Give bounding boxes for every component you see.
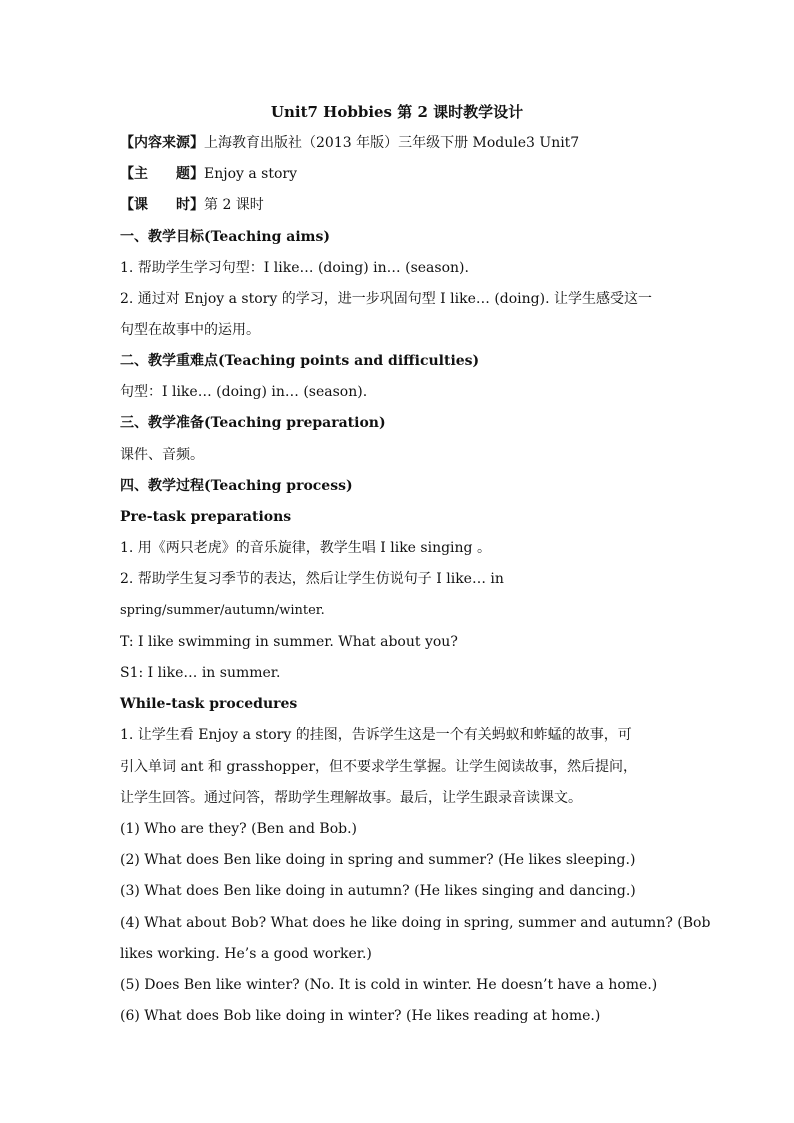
- period-line: [120, 195, 264, 215]
- question-2: (2) What does Ben like doing in spring and summer? (He likes sleeping.): [120, 852, 636, 868]
- pre-task-heading: Pre-task preparations: [120, 509, 292, 525]
- pre-task-item-2-line-1: 2. 帮助学生复习季节的表达，然后让学生仿说句子 I like… in: [120, 571, 504, 587]
- preparation-text: 课件、音频。: [120, 447, 204, 463]
- pre-task-teacher-line: T: I like swimming in summer. What about you?: [120, 634, 458, 650]
- question-6: (6) What does Bob like doing in winter? (He likes reading at home.): [120, 1008, 601, 1024]
- preparation-heading: 三、教学准备(Teaching preparation): [120, 415, 386, 431]
- aims-item-1: 1. 帮助学生学习句型：I like… (doing) in… (season).: [120, 260, 469, 276]
- aims-item-2-line-2: 句型在故事中的运用。: [120, 322, 260, 338]
- period-label: 【课 时】: [120, 197, 204, 213]
- topic-line: [120, 164, 297, 184]
- aims-item-2-line-1: 2. 通过对 Enjoy a story 的学习，进一步巩固句型 I like… (doing). 让学生感受这一: [120, 291, 652, 307]
- pre-task-student-line: S1: I like… in summer.: [120, 665, 281, 681]
- points-heading: 二、教学重难点(Teaching points and difficulties): [120, 353, 480, 369]
- question-4-line-2: likes working. He’s a good worker.): [120, 946, 372, 962]
- question-5: (5) Does Ben like winter? (No. It is cold in winter. He doesn’t have a home.): [120, 977, 658, 993]
- question-4-line-1: (4) What about Bob? What does he like doing in spring, summer and autumn? (Bob: [120, 915, 711, 931]
- while-task-heading: While-task procedures: [120, 696, 298, 712]
- source-value: 上海教育出版社（2013 年版）三年级下册 Module3 Unit7: [204, 135, 580, 151]
- document-title: Unit7 Hobbies 第 2 课时教学设计: [270, 103, 524, 121]
- while-task-item-1-line-3: 让学生回答。通过问答，帮助学生理解故事。最后，让学生跟录音读课文。: [120, 790, 582, 806]
- question-3: (3) What does Ben like doing in autumn? (He likes singing and dancing.): [120, 883, 636, 899]
- pre-task-item-1: 1. 用《两只老虎》的音乐旋律，教学生唱 I like singing 。: [120, 540, 491, 556]
- source-label: 【内容来源】: [120, 135, 204, 151]
- question-1: (1) Who are they? (Ben and Bob.): [120, 821, 358, 837]
- while-task-item-1-line-1: 1. 让学生看 Enjoy a story 的挂图，告诉学生这是一个有关蚂蚁和蚱蜢的故事，可: [120, 727, 632, 743]
- pre-task-item-2-line-2: spring/summer/autumn/winter.: [120, 603, 325, 618]
- points-text: 句型：I like… (doing) in… (season).: [120, 384, 368, 400]
- period-value: 第 2 课时: [204, 197, 264, 213]
- topic-value: Enjoy a story: [204, 166, 298, 182]
- while-task-item-1-line-2: 引入单词 ant 和 grasshopper，但不要求学生掌握。让学生阅读故事，然后提问，: [120, 759, 638, 775]
- topic-label: 【主 题】: [120, 166, 204, 182]
- source-line: [120, 133, 579, 153]
- process-heading: 四、教学过程(Teaching process): [120, 478, 353, 494]
- aims-heading: 一、教学目标(Teaching aims): [120, 229, 330, 245]
